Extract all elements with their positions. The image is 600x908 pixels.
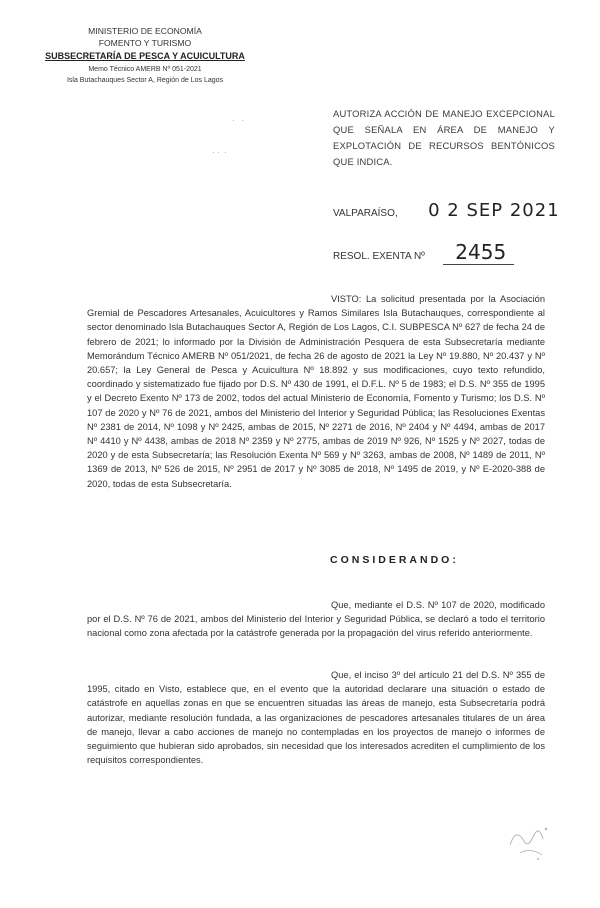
stamped-date: 0 2 SEP 2021 (428, 200, 560, 221)
scan-artifact: · · (232, 116, 244, 125)
place-date-line (333, 200, 560, 221)
memo-reference: Memo Técnico AMERB Nº 051-2021 (88, 66, 202, 73)
subsecretaria-name: SUBSECRETARÍA DE PESCA Y ACUICULTURA (45, 51, 245, 61)
place-label: VALPARAÍSO, (333, 208, 398, 219)
ministry-subtitle: FOMENTO Y TURISMO (98, 38, 192, 48)
visto-paragraph: VISTO: La solicitud presentada por la Asociación Gremial de Pescadores Artesanales, Acuicultores y Ramos Similares Isla Butachauques, correspondiente al sector denominado Isla Butachauques Sector A, Región de Los Lagos, C.I. SUBPESCA Nº 627 de fecha 24 de febrero de 2021; lo informado por la División de Administración Pesquera de esta Subsecretaría mediante Memorándum Técnico AMERB Nº 051/2021, de fecha 26 de agosto de 2021 la Ley Nº 19.880, Nº 20.437 y Nº 20.657; la Ley General de Pesca y Acuicultura Nº 18.892 y sus modificaciones, cuyo texto refundido, coordinado y sistematizado fue fijado por D.S. Nº 430 de 1991, el D.F.L. Nº 5 de 1983; el D.S. Nº 355 de 1995 y el Decreto Exento Nº 173 de 2002, todos del actual Ministerio de Economía, Fomento y Turismo; los D.S. Nº 107 de 2020 y Nº 76 de 2021, ambos del Ministerio del Interior y Seguridad Pública; las Resoluciones Exentas Nº 2381 de 2014, Nº 1098 y Nº 2425, ambas de 2015, Nº 2271 de 2016, Nº 2404 y Nº 4494, ambas de 2017 Nº 4410 y Nº 4438, ambas de 2018 Nº 2359 y Nº 2775, ambas de 2019 Nº 926, Nº 1525 y Nº 2027, todas de 2020 y de esta Subsecretaría; las Resolución Exenta Nº 569 y Nº 3263, ambas de 2008, Nº 1489 de 2011, Nº 1369 de 2013, Nº 526 de 2015, Nº 2951 de 2017 y Nº 3085 de 2018, Nº 1495 de 2019, y Nº E-2020-388 de 2020, todas de esta Subsecretaría. (87, 294, 545, 489)
considerando-paragraph-2: Que, el inciso 3º del artículo 21 del D.S. Nº 355 de 1995, citado en Visto, establece que, en el evento que la autoridad declarare una situación o estado de catástrofe en aquellas zonas en que se encuentren situadas las áreas de manejo, esta Subsecretaría podrá autorizar, mediante resolución fundada, a las organizaciones de pescadores artesanales titulares de un área de manejo, llevar a cabo acciones de manejo no contempladas en los proyectos de manejo o informes de seguimiento que hubieran sido aprobados, sin necesidad que los interesados acrediten el cumplimiento de los requisitos correspondientes. (87, 670, 545, 766)
resolution-number: 2455 (443, 240, 514, 265)
location-line: Isla Butachauques Sector A, Región de Los Lagos (66, 77, 224, 84)
signature-initials-mark (500, 815, 560, 865)
considerando-heading: CONSIDERANDO: (330, 554, 459, 566)
considerando-paragraph-1: Que, mediante el D.S. Nº 107 de 2020, modificado por el D.S. Nº 76 de 2021, ambos del Ministerio del Interior y Seguridad Pública, se declaró a todo el territorio nacional como zona afectada por la catástrofe generada por la propagación del virus referido anteriormente. (87, 600, 545, 639)
resolution-title: AUTORIZA ACCIÓN DE MANEJO EXCEPCIONAL QUE SEÑALA EN ÁREA DE MANEJO Y EXPLOTACIÓN DE RECURSOS BENTÓNICOS QUE INDICA. (333, 108, 555, 167)
resolution-number-line (333, 240, 514, 265)
resolution-label: RESOL. EXENTA Nº (333, 251, 425, 262)
ministry-name: MINISTERIO DE ECONOMÍA (88, 26, 202, 36)
scan-artifact: · · · (212, 148, 227, 157)
